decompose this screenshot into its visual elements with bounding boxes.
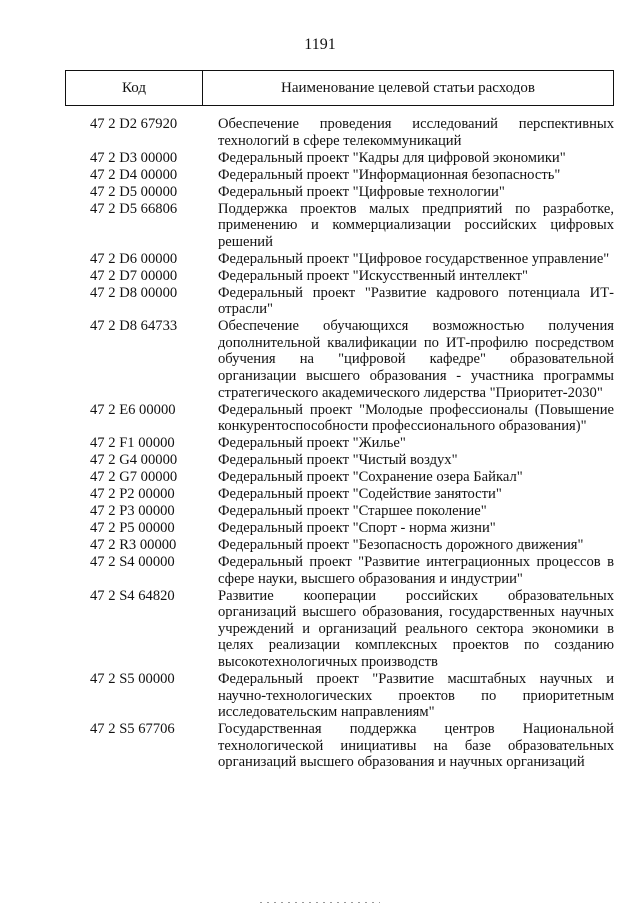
row-code: 47 2 D6 00000: [90, 250, 178, 267]
row-name: Федеральный проект "Жилье": [218, 435, 406, 452]
table-row: [65, 469, 614, 486]
row-name: Федеральный проект "Цифровое государственное управление": [218, 250, 610, 267]
row-name: Государственная поддержка центров Национальной технологической инициативы на базе образовательных организаций высшего образования и научных организаций: [218, 721, 614, 771]
row-name: Федеральный проект "Спорт - норма жизни": [218, 520, 496, 537]
page-number: 1191: [304, 36, 336, 53]
table-row: [65, 435, 614, 452]
row-code: 47 2 G4 00000: [90, 452, 178, 469]
table-row: [65, 671, 614, 721]
row-code: 47 2 S4 64820: [90, 587, 175, 604]
row-code: 47 2 D7 00000: [90, 267, 178, 284]
table-row: [65, 251, 614, 268]
table-row: [65, 554, 614, 587]
row-name: Федеральный проект "Безопасность дорожного движения": [218, 537, 584, 554]
row-name: Развитие кооперации российских образовательных организаций высшего образования, государственных научных учреждений и организаций реального сектора экономики в целях реализации комплексных проектов по созданию высокотехнологичных производств: [218, 587, 614, 671]
row-code: 47 2 D8 64733: [90, 318, 178, 335]
row-code: 47 2 D5 66806: [90, 200, 178, 217]
row-code: 47 2 P2 00000: [90, 486, 175, 503]
row-name: Федеральный проект "Молодые профессионалы (Повышение конкурентоспособности профессионального образования)": [218, 401, 614, 435]
row-code: 47 2 D4 00000: [90, 166, 178, 183]
table-row: [65, 721, 614, 771]
table-row: [65, 184, 614, 201]
row-name: Федеральный проект "Развитие интеграционных процессов в сфере науки, высшего образования и индустрии": [218, 554, 614, 587]
table-row: [65, 268, 614, 285]
row-code: 47 2 D3 00000: [90, 149, 178, 166]
row-name: Обеспечение обучающихся возможностью получения дополнительной квалификации по ИТ-профилю посредством обучения на "цифровой кафедре" образовательной организации высшего образования - участника программы стратегического академического лидерства "Приоритет-2030": [218, 318, 614, 401]
table-row: [65, 486, 614, 503]
table-header: [65, 70, 614, 106]
table-row: [65, 150, 614, 167]
row-name: Федеральный проект "Старшее поколение": [218, 503, 487, 520]
table-row: [65, 167, 614, 184]
table-row: [65, 285, 614, 318]
table-row: [65, 503, 614, 520]
row-code: 47 2 S4 00000: [90, 554, 175, 571]
row-name: Федеральный проект "Искусственный интеллект": [218, 267, 529, 284]
table-row: [65, 520, 614, 537]
row-code: 47 2 P3 00000: [90, 503, 175, 520]
table-row: [65, 537, 614, 554]
row-code: 47 2 D8 00000: [90, 284, 178, 301]
row-name: Поддержка проектов малых предприятий по разработке, применению и коммерциализации российских цифровых решений: [218, 200, 614, 250]
header-name: Наименование целевой статьи расходов: [281, 79, 535, 96]
row-name: Федеральный проект "Сохранение озера Байкал": [218, 469, 523, 486]
row-name: Федеральный проект "Информационная безопасность": [218, 166, 561, 183]
table-row: [65, 588, 614, 671]
row-code: 47 2 P5 00000: [90, 520, 175, 537]
row-name: Федеральный проект "Чистый воздух": [218, 452, 458, 469]
row-code: 47 2 S5 67706: [90, 721, 175, 738]
row-code: 47 2 R3 00000: [90, 537, 177, 554]
scan-artifact: [260, 902, 380, 903]
row-name: Федеральный проект "Развитие кадрового потенциала ИТ-отрасли": [218, 284, 614, 318]
table-row: [65, 452, 614, 469]
row-name: Федеральный проект "Кадры для цифровой экономики": [218, 149, 566, 166]
row-code: 47 2 D2 67920: [90, 116, 178, 132]
table-row: [65, 116, 614, 149]
table-row: [65, 318, 614, 401]
row-name: Федеральный проект "Цифровые технологии": [218, 183, 505, 200]
table-body: [65, 116, 614, 771]
row-code: 47 2 E6 00000: [90, 401, 176, 418]
row-name: Обеспечение проведения исследований перспективных технологий в сфере телекоммуникаций: [218, 116, 614, 149]
row-code: 47 2 S5 00000: [90, 671, 175, 688]
row-name: Федеральный проект "Развитие масштабных научных и научно-технологических проектов по приоритетным исследовательским направлениям": [218, 671, 614, 721]
table-row: [65, 402, 614, 435]
row-name: Федеральный проект "Содействие занятости": [218, 486, 502, 503]
table-row: [65, 201, 614, 251]
row-code: 47 2 G7 00000: [90, 469, 178, 486]
row-code: 47 2 D5 00000: [90, 183, 178, 200]
header-code: Код: [66, 71, 203, 105]
row-code: 47 2 F1 00000: [90, 435, 175, 452]
